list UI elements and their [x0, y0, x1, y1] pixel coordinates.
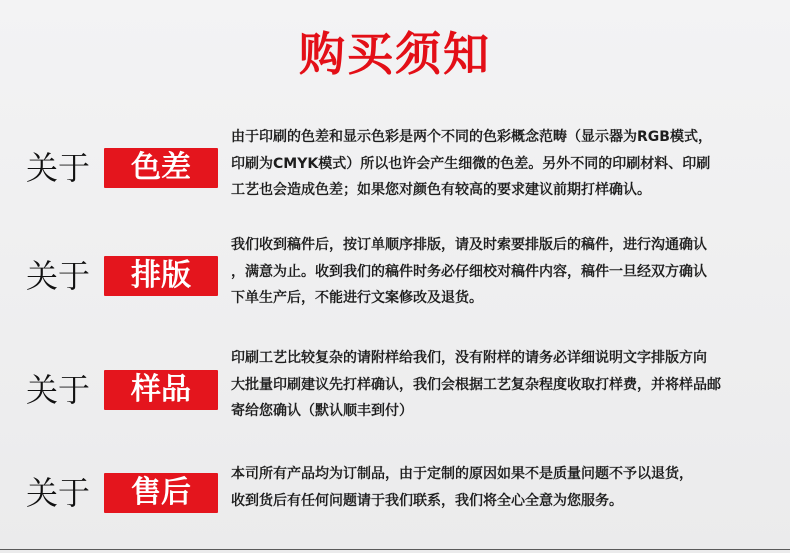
section-tag: 排版	[104, 256, 218, 296]
description-line: 下单生产后，不能进行文案修改及退货。	[231, 290, 483, 306]
section-label	[26, 148, 218, 188]
section-label	[26, 256, 218, 296]
section-description	[231, 345, 771, 425]
section-prefix: 关于	[26, 371, 91, 409]
description-line: 收到货后有任何问题请于我们联系，我们将全心全意为您服务。	[231, 492, 623, 509]
section-description	[231, 232, 771, 312]
description-line: 印刷工艺比较复杂的请附样给我们，没有附样的请务必详细说明文字排版方向	[231, 350, 707, 366]
section-tag: 样品	[104, 370, 218, 410]
page-title: 购买须知	[299, 27, 491, 81]
section-label	[26, 370, 218, 410]
description-line: ，满意为止。收到我们的稿件时务必仔细校对稿件内容，稿件一旦经双方确认	[231, 263, 707, 280]
description-line: 印刷为CMYK模式）所以也许会产生细微的色差。另外不同的印刷材料、印刷	[231, 155, 711, 172]
section-label	[26, 473, 218, 513]
description-line: 寄给您确认（默认顺丰到付）	[231, 403, 413, 419]
section-tag: 售后	[104, 473, 218, 513]
description-line: 我们收到稿件后，按订单顺序排版，请及时索要排版后的稿件，进行沟通确认	[231, 237, 707, 253]
section-prefix: 关于	[26, 257, 91, 295]
section-prefix: 关于	[26, 149, 91, 187]
section-tag: 色差	[104, 148, 218, 188]
section-prefix: 关于	[26, 474, 91, 512]
bottom-divider	[0, 549, 790, 550]
description-line: 大批量印刷建议先打样确认，我们会根据工艺复杂程度收取打样费，并将样品邮	[231, 376, 721, 393]
description-line: 由于印刷的色差和显示色彩是两个不同的色彩概念范畴（显示器为RGB模式，	[231, 129, 712, 145]
description-line: 工艺也会造成色差；如果您对颜色有较高的要求建议前期打样确认。	[231, 182, 651, 198]
description-line: 本司所有产品均为订制品，由于定制的原因如果不是质量问题不予以退货，	[231, 466, 693, 482]
section-description	[231, 461, 771, 514]
section-description	[231, 124, 771, 204]
